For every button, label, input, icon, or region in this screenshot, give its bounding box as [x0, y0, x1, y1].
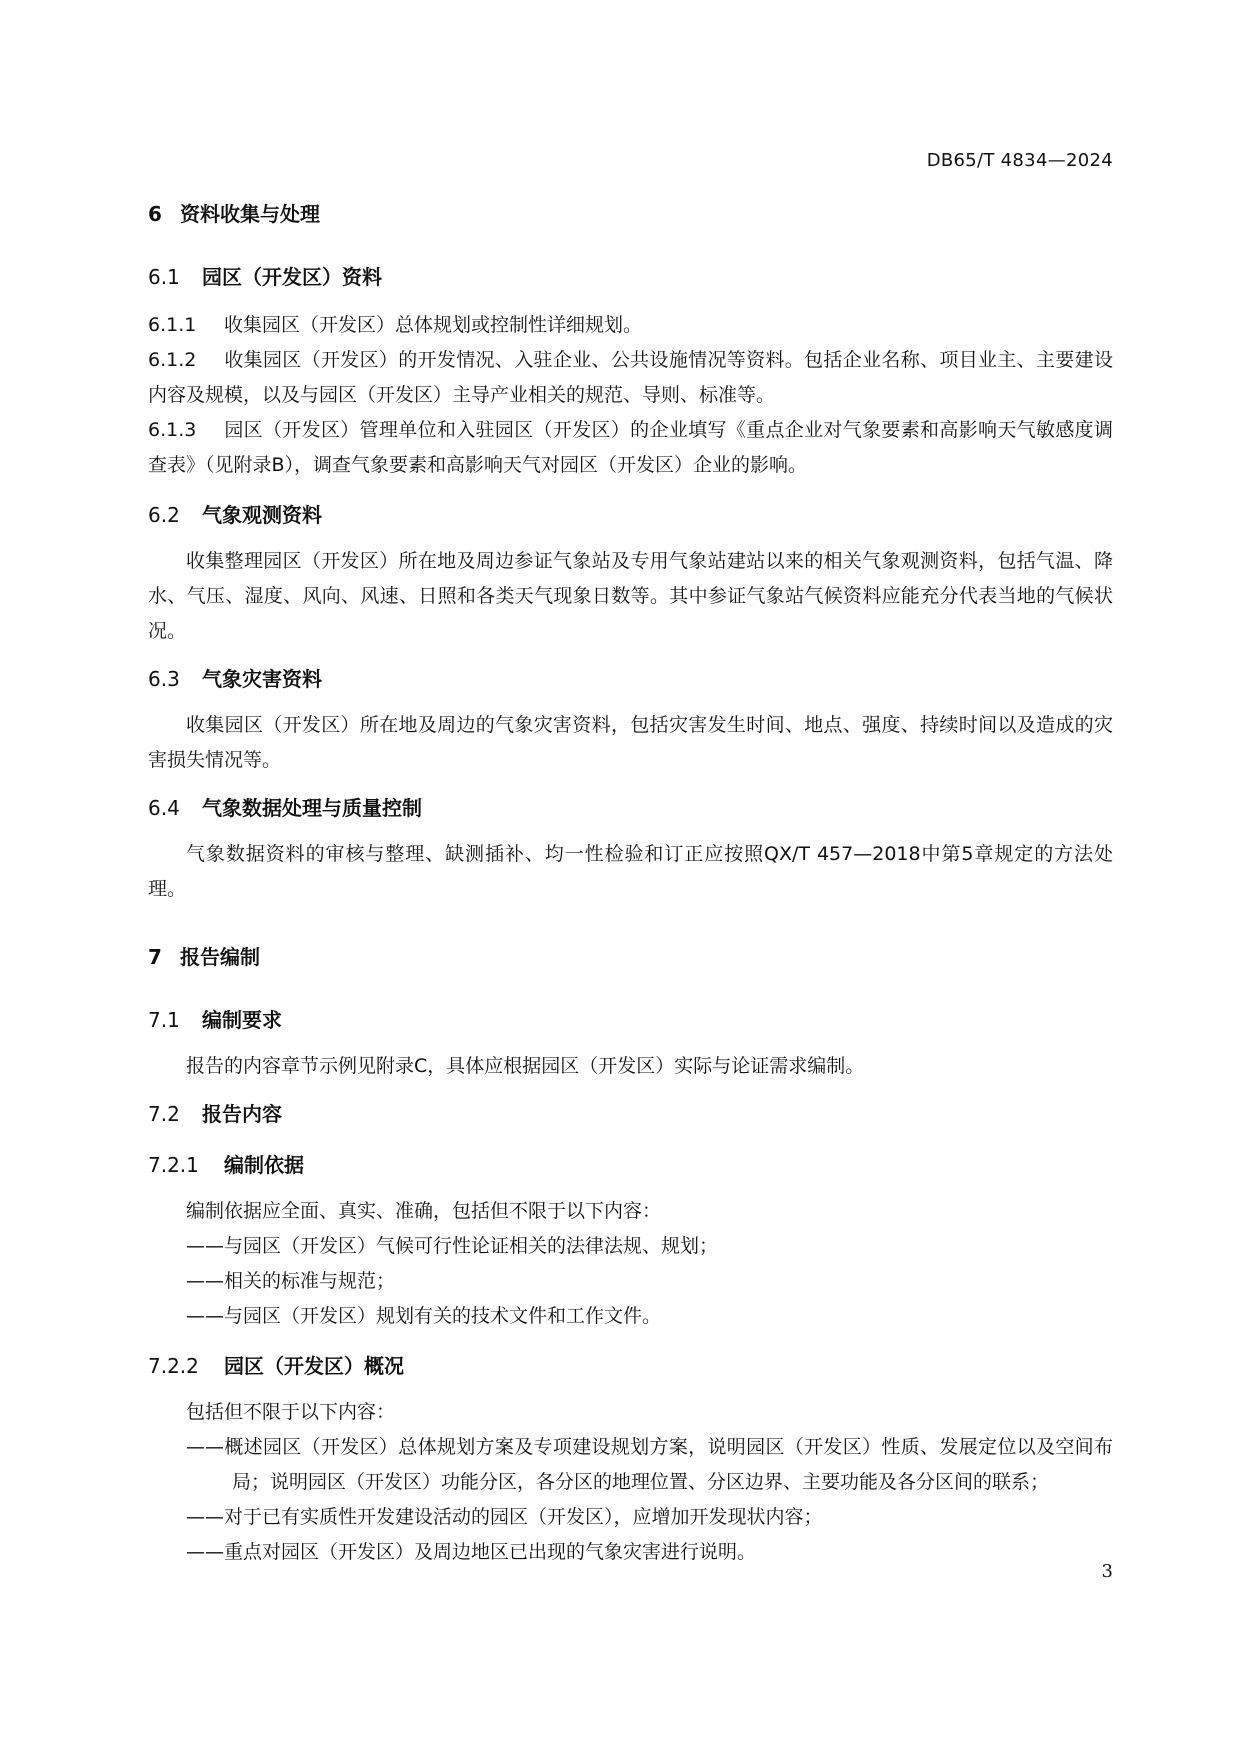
section-number: 6.4 — [148, 796, 180, 820]
chapter-6-heading — [148, 198, 1113, 227]
chapter-number: 7 — [148, 945, 162, 969]
clause-title: 园区（开发区）概况 — [224, 1354, 404, 1378]
page-number: 3 — [1101, 1561, 1113, 1582]
document-number: DB65/T 4834—2024 — [926, 150, 1113, 171]
clause-text: 园区（开发区）管理单位和入驻园区（开发区）的企业填写《重点企业对气象要素和高影响天气敏感度调查表》（见附录B），调查气象要素和高影响天气对园区（开发区）企业的影响。 — [148, 419, 1113, 476]
list-item: ——概述园区（开发区）总体规划方案及专项建设规划方案，说明园区（开发区）性质、发展定位以及空间布局；说明园区（开发区）功能分区，各分区的地理位置、分区边界、主要功能及各分区间的联系； — [186, 1436, 1113, 1493]
section-7-1-text: 报告的内容章节示例见附录C，具体应根据园区（开发区）实际与论证需求编制。 — [186, 1055, 865, 1077]
clause-number: 6.1.1 — [148, 314, 197, 336]
section-number: 6.2 — [148, 503, 180, 527]
section-6-2-text: 收集整理园区（开发区）所在地及周边参证气象站及专用气象站建站以来的相关气象观测资料，包括气温、降水、气压、湿度、风向、风速、日照和各类天气现象日数等。其中参证气象站气候资料应能充分代表当地的气候状况。 — [148, 550, 1113, 642]
section-6-4-text: 气象数据资料的审核与整理、缺测插补、均一性检验和订正应按照QX/T 457—2018中第5章规定的方法处理。 — [148, 843, 1113, 900]
section-number: 6.1 — [148, 265, 180, 289]
section-title: 编制要求 — [202, 1008, 282, 1032]
section-title: 气象灾害资料 — [202, 667, 322, 691]
clause-7-2-2-heading — [148, 1350, 1113, 1379]
clause-7-2-1-heading — [148, 1149, 1113, 1178]
list-item: ——相关的标准与规范； — [186, 1270, 396, 1292]
section-title: 报告内容 — [202, 1102, 282, 1126]
clause-7-2-1-intro: 编制依据应全面、真实、准确，包括但不限于以下内容： — [186, 1200, 662, 1222]
clause-6-1-1 — [148, 308, 1113, 343]
section-7-2-heading — [148, 1098, 1113, 1127]
clause-text: 收集园区（开发区）总体规划或控制性详细规划。 — [224, 314, 643, 336]
section-6-4-heading — [148, 792, 1113, 821]
section-number: 7.1 — [148, 1008, 180, 1032]
chapter-number: 6 — [148, 202, 162, 226]
list-item: ——与园区（开发区）规划有关的技术文件和工作文件。 — [186, 1305, 662, 1327]
section-6-3-heading — [148, 663, 1113, 692]
chapter-7-heading — [148, 941, 1113, 970]
list-item: ——与园区（开发区）气候可行性论证相关的法律法规、规划； — [186, 1235, 719, 1257]
section-6-1-heading — [148, 261, 1113, 290]
section-title: 气象数据处理与质量控制 — [202, 796, 422, 820]
clause-6-1-3 — [148, 413, 1113, 483]
clause-number: 7.2.1 — [148, 1153, 199, 1177]
clause-number: 7.2.2 — [148, 1354, 199, 1378]
clause-7-2-2-intro: 包括但不限于以下内容： — [186, 1401, 396, 1423]
section-6-2-heading — [148, 499, 1113, 528]
chapter-title: 报告编制 — [180, 945, 260, 969]
section-title: 园区（开发区）资料 — [202, 265, 382, 289]
clause-number: 6.1.2 — [148, 349, 197, 371]
clause-6-1-2 — [148, 343, 1113, 413]
chapter-title: 资料收集与处理 — [180, 202, 320, 226]
section-7-1-heading — [148, 1004, 1113, 1033]
section-6-3-text: 收集园区（开发区）所在地及周边的气象灾害资料，包括灾害发生时间、地点、强度、持续时间以及造成的灾害损失情况等。 — [148, 714, 1113, 771]
list-item: ——对于已有实质性开发建设活动的园区（开发区），应增加开发现状内容； — [186, 1506, 823, 1528]
section-number: 6.3 — [148, 667, 180, 691]
clause-title: 编制依据 — [224, 1153, 304, 1177]
clause-number: 6.1.3 — [148, 419, 197, 441]
clause-text: 收集园区（开发区）的开发情况、入驻企业、公共设施情况等资料。包括企业名称、项目业主、主要建设内容及规模，以及与园区（开发区）主导产业相关的规范、导则、标准等。 — [148, 349, 1113, 406]
section-title: 气象观测资料 — [202, 503, 322, 527]
page-content — [148, 198, 1113, 1570]
list-item: ——重点对园区（开发区）及周边地区已出现的气象灾害进行说明。 — [186, 1541, 757, 1563]
section-number: 7.2 — [148, 1102, 180, 1126]
